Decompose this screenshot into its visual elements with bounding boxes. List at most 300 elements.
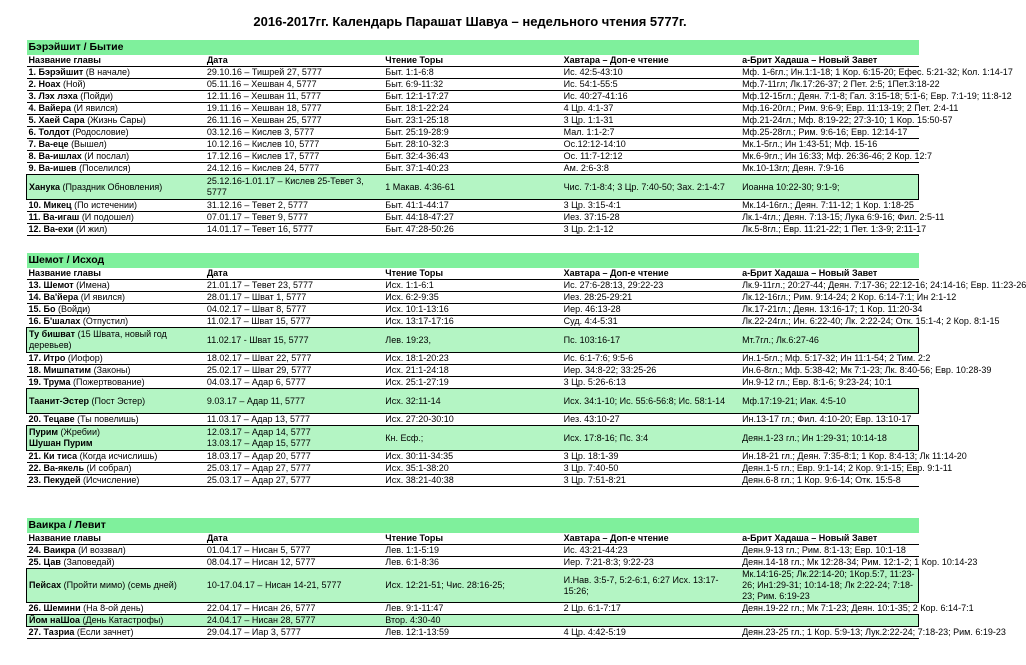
portion-date: 11.02.17 - Шват 15, 5777 xyxy=(205,328,383,353)
portion-number: 14. xyxy=(28,292,44,302)
portion-row xyxy=(27,127,919,139)
haftara-reading: Пс. 103:16-17 xyxy=(562,328,740,353)
holiday-row xyxy=(27,389,919,414)
portion-date: 18.03.17 – Адар 20, 5777 xyxy=(205,451,383,463)
portion-name xyxy=(27,615,205,627)
haftara-reading: 3 Цр. 2:1-12 xyxy=(562,224,740,236)
portion-title: Ваикра xyxy=(43,545,76,555)
portion-translation: (Жизнь Сары) xyxy=(84,115,146,125)
torah-reading: Быт. 6:9-11:32 xyxy=(383,79,561,91)
haftara-reading: Чис. 7:1-8:4; 3 Цр. 7:40-50; Зах. 2:1-4:7 xyxy=(562,175,740,200)
portion-name xyxy=(27,389,205,414)
portion-translation: (Пройти мимо) (семь дней) xyxy=(61,580,177,590)
portion-title: Шемини xyxy=(43,603,81,613)
haftara-reading: 3 Цр. 5:26-6:13 xyxy=(562,377,740,389)
torah-reading: Быт. 47:28-50:26 xyxy=(383,224,561,236)
portion-title: Хаей Сара xyxy=(38,115,85,125)
portion-translation: (И жил) xyxy=(73,224,108,234)
portion-row xyxy=(27,79,919,91)
portion-date: 25.02.17 – Шват 29, 5777 xyxy=(205,365,383,377)
haftara-reading xyxy=(562,615,740,627)
portion-number: 24. xyxy=(28,545,44,555)
portion-title: Бэрэйшит xyxy=(38,67,84,77)
column-header: Хавтара – Доп-е чтение xyxy=(562,268,740,280)
portion-title: Пекудей xyxy=(43,475,81,485)
portion-title: Пейсах xyxy=(29,580,62,590)
portion-date: 04.02.17 – Шват 8, 5777 xyxy=(205,304,383,316)
new-testament-reading: Мк.1-5гл.; Ин 1:43-51; Мф. 15-16 xyxy=(740,139,918,151)
portion-name xyxy=(27,557,205,569)
torah-reading: Быт. 32:4-36:43 xyxy=(383,151,561,163)
column-header-row xyxy=(27,55,919,67)
torah-reading: Исх. 6:2-9:35 xyxy=(383,292,561,304)
new-testament-reading: Лк.1-4гл.; Деян. 7:13-15; Лука 6:9-16; Фил. 2:5-11 xyxy=(742,212,945,222)
torah-reading: Быт. 41:1-44:17 xyxy=(383,200,561,212)
haftara-reading: Ис. 43:21-44:23 xyxy=(562,545,740,557)
new-testament-reading: Ин.9-12 гл.; Евр. 8:1-6; 9:23-24; 10:1 xyxy=(740,377,918,389)
portion-name xyxy=(27,224,205,236)
portion-number: 9. xyxy=(28,163,39,173)
portion-row xyxy=(27,200,919,212)
portion-number: 4. xyxy=(28,103,39,113)
column-header: Хавтара – Доп-е чтение xyxy=(562,533,740,545)
holiday-row xyxy=(27,569,919,603)
portion-number: 23. xyxy=(28,475,44,485)
torah-reading: Исх. 32:11-14 xyxy=(383,389,561,414)
portion-translation: (Ты повелишь) xyxy=(74,414,139,424)
new-testament-reading: Мф.21-24гл.; Мф. 8:19-22; 27:3-10; 1 Кор. 15:50-57 xyxy=(742,115,953,125)
portion-translation: (Иофор) xyxy=(65,353,103,363)
column-header: Хавтара – Доп-е чтение xyxy=(562,55,740,67)
new-testament-reading: Мк.14-16гл.; Деян. 7:11-12; 1 Кор. 1:18-25 xyxy=(740,200,918,212)
portion-name xyxy=(27,414,205,426)
portion-translation: (Пост Эстер) xyxy=(88,395,146,406)
haftara-reading: Иез. 37:15-28 xyxy=(562,212,740,224)
portion-number: 16. xyxy=(28,316,44,326)
portion-title: Мишпатим xyxy=(43,365,92,375)
section-table-leviticus xyxy=(26,518,1006,639)
torah-reading: Втор. 4:30-40 xyxy=(383,615,561,627)
torah-reading: 1 Макав. 4:36-61 xyxy=(383,175,561,200)
new-testament-reading: Ин.13-17 гл.; Фил. 4:10-20; Евр. 13:10-17 xyxy=(740,414,918,426)
portion-date: 11.02.17 – Шват 15, 5777 xyxy=(205,316,383,328)
portion-translation: (И подошел) xyxy=(79,212,134,222)
section-title: Шемот / Исход xyxy=(27,253,919,268)
portion-number: 21. xyxy=(28,451,44,461)
torah-reading: Исх. 30:11-34:35 xyxy=(383,451,561,463)
portion-number: 13. xyxy=(28,280,44,290)
torah-reading: Исх. 25:1-27:19 xyxy=(383,377,561,389)
portion-name xyxy=(27,127,205,139)
portion-date: 29.10.16 – Тишрей 27, 5777 xyxy=(205,67,383,79)
portion-name xyxy=(27,67,205,79)
haftara-reading: Ис. 42:5-43:10 xyxy=(562,67,740,79)
portion-date: 26.11.16 – Хешван 25, 5777 xyxy=(205,115,383,127)
column-header: а-Брит Хадаша – Новый Завет xyxy=(740,533,918,545)
portion-date: 07.01.17 – Тевет 9, 5777 xyxy=(205,212,383,224)
portion-translation: (Исчисление) xyxy=(80,475,140,485)
portion-row xyxy=(27,603,919,615)
portion-translation: (И собрал) xyxy=(84,463,132,473)
portion-row xyxy=(27,115,919,127)
torah-reading: Исх. 18:1-20:23 xyxy=(383,353,561,365)
section-table-genesis xyxy=(26,40,1013,236)
portion-row xyxy=(27,377,919,389)
torah-reading: Исх. 13:17-17:16 xyxy=(383,316,561,328)
portion-translation: (Поселился) xyxy=(76,163,131,173)
portion-name xyxy=(27,377,205,389)
portion-date: 21.01.17 – Тевет 23, 5777 xyxy=(205,280,383,292)
portion-row xyxy=(27,280,919,292)
portion-row xyxy=(27,353,919,365)
portion-translation: (И воззвал) xyxy=(75,545,126,555)
portion-row xyxy=(27,463,919,475)
new-testament-reading: Лк.17-21гл.; Деян. 13:16-17; 1 Кор. 11:20-34 xyxy=(742,304,923,314)
haftara-reading: 2 Цр. 6:1-7:17 xyxy=(562,603,740,615)
portion-title: Ханука xyxy=(29,181,60,192)
portion-number: 11. xyxy=(28,212,44,222)
new-testament-reading: Деян.6-8 гл.; 1 Кор. 9:6-14; Отк. 15:5-8 xyxy=(740,475,918,487)
portion-title: Ва-ехи xyxy=(43,224,74,234)
portion-number: 5. xyxy=(28,115,39,125)
portion-number: 6. xyxy=(28,127,39,137)
column-header: Чтение Торы xyxy=(383,268,561,280)
portion-number: 7. xyxy=(28,139,39,149)
portion-name xyxy=(27,463,205,475)
portion-title: Шемот xyxy=(43,280,74,290)
new-testament-reading: Мф.12-15гл.; Деян. 7:1-8; Гал. 3:15-18; 5:1-6; Евр. 7:1-19; 11:8-12 xyxy=(742,91,1012,101)
new-testament-reading: Мф.7-11гл; Лк.17:26-37; 2 Пет. 2:5; 1Пет.3:18-22 xyxy=(742,79,940,89)
portion-number: 17. xyxy=(28,353,44,363)
new-testament-reading: Мф.16-20гл.; Рим. 9:6-9; Евр. 11:13-19; 2 Пет. 2:4-11 xyxy=(742,103,959,113)
portion-title: Ту бишват xyxy=(29,329,76,339)
haftara-reading: Ис. 40:27-41:16 xyxy=(562,91,740,103)
portion-date: 25.03.17 – Адар 27, 5777 xyxy=(205,463,383,475)
portion-date: 24.04.17 – Нисан 28, 5777 xyxy=(205,615,383,627)
portion-number: 15. xyxy=(28,304,44,314)
column-header: Чтение Торы xyxy=(383,55,561,67)
portion-row xyxy=(27,151,919,163)
new-testament-reading: Лк.5-8гл.; Евр. 11:21-22; 1 Пет. 1:3-9; 2:11-17 xyxy=(742,224,927,234)
portion-row xyxy=(27,316,919,328)
portion-name xyxy=(27,200,205,212)
portion-title: Ва-ишев xyxy=(38,163,77,173)
portion-translation: (По истечении) xyxy=(71,200,138,210)
column-header: Дата xyxy=(205,533,383,545)
portion-row xyxy=(27,224,919,236)
portion-title: Бо xyxy=(43,304,56,314)
portion-title: Йом наШоа xyxy=(29,615,80,625)
portion-translation: (Пойди) xyxy=(77,91,114,101)
portion-date: 12.03.17 – Адар 14, 5777 13.03.17 – Адар 15, 5777 xyxy=(205,426,383,451)
portion-row xyxy=(27,163,919,175)
portion-row xyxy=(27,365,919,377)
torah-reading: Быт. 1:1-6:8 xyxy=(383,67,561,79)
new-testament-reading: Деян.1-5 гл.; Евр. 9:1-14; 2 Кор. 9:1-15; Евр. 9:1-11 xyxy=(742,463,953,473)
new-testament-reading: Иоанна 10:22-30; 9:1-9; xyxy=(740,175,918,200)
portion-number: 19. xyxy=(28,377,44,387)
portion-row xyxy=(27,91,919,103)
haftara-reading: Ис. 27:6-28:13, 29:22-23 xyxy=(562,280,740,292)
torah-reading: Быт. 18:1-22:24 xyxy=(383,103,561,115)
portion-name xyxy=(27,569,205,603)
torah-reading: Лев. 19:23, xyxy=(383,328,561,353)
portion-name xyxy=(27,451,205,463)
torah-reading: Кн. Есф.; xyxy=(383,426,561,451)
section-leviticus-header xyxy=(27,518,919,533)
portion-number: 8. xyxy=(28,151,39,161)
column-header: Дата xyxy=(205,55,383,67)
portion-row xyxy=(27,67,919,79)
portion-number: 20. xyxy=(28,414,44,424)
haftara-reading: Суд. 4:4-5:31 xyxy=(562,316,740,328)
portion-translation: (Отпустил) xyxy=(80,316,129,326)
portion-title: Тазриа xyxy=(43,627,75,637)
torah-reading: Лев. 1:1-5:19 xyxy=(383,545,561,557)
portion-translation: (На 8-ой день) xyxy=(80,603,144,613)
haftara-reading: Иер. 34:8-22; 33:25-26 xyxy=(562,365,740,377)
haftara-reading: Иез. 28:25-29:21 xyxy=(562,292,740,304)
portion-title: Трума xyxy=(43,377,71,387)
portion-name xyxy=(27,115,205,127)
portion-name xyxy=(27,627,205,639)
portion-title: Лэх лэха xyxy=(38,91,78,101)
new-testament-reading: Мф.17:19-21; Иак. 4:5-10 xyxy=(740,389,918,414)
portion-translation: (15 Швата, новый год деревьев) xyxy=(29,329,167,350)
new-testament-reading: Ин.1-5гл.; Мф. 5:17-32; Ин 11:1-54; 2 Тим. 2:2 xyxy=(742,353,931,363)
portion-name xyxy=(27,365,205,377)
new-testament-reading: Мк.6-9гл.; Ин 16:33; Мф. 26:36-46; 2 Кор. 12:7 xyxy=(742,151,933,161)
portion-title: Пурим xyxy=(29,427,59,437)
portion-row xyxy=(27,292,919,304)
column-header: Чтение Торы xyxy=(383,533,561,545)
portion-number: 22. xyxy=(28,463,44,473)
portion-row xyxy=(27,475,919,487)
torah-reading: Исх. 35:1-38:20 xyxy=(383,463,561,475)
portion-date: 18.02.17 – Шват 22, 5777 xyxy=(205,353,383,365)
haftara-reading: Иер. 46:13-28 xyxy=(562,304,740,316)
portion-title: Таанит-Эстер xyxy=(29,395,89,406)
portion-translation: (И явился) xyxy=(71,103,118,113)
torah-reading: Исх. 38:21-40:38 xyxy=(383,475,561,487)
haftara-reading: 3 Цр. 1:1-31 xyxy=(562,115,740,127)
column-header: Название главы xyxy=(27,55,205,67)
portion-title: Б'шалах xyxy=(43,316,81,326)
section-exodus-header xyxy=(27,253,919,268)
portion-number: 10. xyxy=(28,200,44,210)
column-header-row xyxy=(27,533,919,545)
new-testament-reading: Деян.19-22 гл.; Мк 7:1-23; Деян. 10:1-35; 2 Кор. 6:14-7:1 xyxy=(742,603,974,613)
torah-reading: Быт. 37:1-40:23 xyxy=(383,163,561,175)
torah-reading: Быт. 23:1-25:18 xyxy=(383,115,561,127)
portion-date: 14.01.17 – Тевет 16, 5777 xyxy=(205,224,383,236)
portion-name xyxy=(27,280,205,292)
portion-date: 24.12.16 – Кислев 24, 5777 xyxy=(205,163,383,175)
haftara-reading: И.Нав. 3:5-7, 5:2-6:1, 6:27 Исх. 13:17-15:26; xyxy=(562,569,740,603)
haftara-reading: Исх. 34:1-10; Ис. 55:6-56:8; Ис. 58:1-14 xyxy=(562,389,740,414)
portion-date: 9.03.17 – Адар 11, 5777 xyxy=(205,389,383,414)
torah-reading: Быт. 44:18-47:27 xyxy=(383,212,561,224)
holiday-row xyxy=(27,615,919,627)
portion-row xyxy=(27,557,919,569)
portion-name xyxy=(27,316,205,328)
portion-name xyxy=(27,139,205,151)
portion-number: 26. xyxy=(28,603,44,613)
portion-translation: (Жребии) xyxy=(58,427,100,437)
section-title: Ваикра / Левит xyxy=(27,518,919,533)
portion-translation: (Если зачнет) xyxy=(74,627,134,637)
torah-reading: Быт. 25:19-28:9 xyxy=(383,127,561,139)
portion-number: 1. xyxy=(28,67,39,77)
portion-date: 11.03.17 – Адар 13, 5777 xyxy=(205,414,383,426)
portion-translation: (Праздник Обновления) xyxy=(59,181,163,192)
portion-title: Ва-якель xyxy=(43,463,85,473)
haftara-reading: Иез. 43:10-27 xyxy=(562,414,740,426)
haftara-reading: 3 Цр. 3:15-4:1 xyxy=(562,200,740,212)
portion-name xyxy=(27,175,205,200)
torah-reading: Исх. 12:21-51; Чис. 28:16-25; xyxy=(383,569,561,603)
portion-translation: (И явился) xyxy=(78,292,125,302)
new-testament-reading xyxy=(740,615,918,627)
portion-name xyxy=(27,304,205,316)
portion-title: Итро xyxy=(43,353,66,363)
portion-row xyxy=(27,103,919,115)
portion-name xyxy=(27,151,205,163)
new-testament-reading: Ин.18-21 гл.; Деян. 7:35-8:1; 1 Кор. 8:4-13; Лк 11:14-20 xyxy=(742,451,967,461)
new-testament-reading: Мк.14:16-25; Лк.22:14-20; 1Кор.5:7, 11:23-26; Ин1:29-31; 10:14-18; Лк 2:22-24; 7:18-23; Рим. 6:19-23 xyxy=(740,569,918,603)
torah-reading: Быт. 28:10-32:3 xyxy=(383,139,561,151)
portion-row xyxy=(27,139,919,151)
portion-date: 19.11.16 – Хешван 18, 5777 xyxy=(205,103,383,115)
portion-number: 27. xyxy=(28,627,44,637)
new-testament-reading: Лк.12-16гл.; Рим. 9:14-24; 2 Кор. 6:14-7:1; Ин 2:1-12 xyxy=(742,292,957,302)
portion-row xyxy=(27,451,919,463)
haftara-reading: 4 Цр. 4:42-5:19 xyxy=(562,627,740,639)
portion-number: 2. xyxy=(28,79,39,89)
torah-reading: Исх. 21:1-24:18 xyxy=(383,365,561,377)
portion-translation: (Вышел) xyxy=(68,139,107,149)
holiday-row xyxy=(27,175,919,200)
portion-row xyxy=(27,414,919,426)
portion-row xyxy=(27,212,919,224)
portion-title: Толдот xyxy=(38,127,70,137)
portion-translation: (Заповедай) xyxy=(60,557,115,567)
portion-title: Ноах xyxy=(38,79,61,89)
haftara-reading: Исх. 17:8-16; Пс. 3:4 xyxy=(562,426,740,451)
portion-name xyxy=(27,475,205,487)
portion-translation: (И послал) xyxy=(81,151,130,161)
new-testament-reading: Мф.25-28гл.; Рим. 9:6-16; Евр. 12:14-17 xyxy=(740,127,918,139)
portion-date: 10-17.04.17 – Нисан 14-21, 5777 xyxy=(205,569,383,603)
portion-translation: (Ной) xyxy=(60,79,86,89)
new-testament-reading: Деян.1-23 гл.; Ин 1:29-31; 10:14-18 xyxy=(740,426,918,451)
section-table-exodus xyxy=(26,253,1026,487)
page-title: 2016-2017гг. Календарь Парашат Шавуа – недельного чтения 5777г. xyxy=(253,14,687,29)
new-testament-reading: Деян.14-18 гл.; Мк 12:28-34; Рим. 12:1-2; 1 Кор. 10:14-23 xyxy=(742,557,978,567)
portion-title: Ки тиса xyxy=(43,451,78,461)
torah-reading: Быт. 12:1-17:27 xyxy=(383,91,561,103)
portion-translation: (В начале) xyxy=(83,67,131,77)
portion-date: 01.04.17 – Нисан 5, 5777 xyxy=(205,545,383,557)
portion-name xyxy=(27,426,205,451)
haftara-reading: Ам. 2:6-3:8 xyxy=(562,163,740,175)
haftara-reading: Ос. 11:7-12:12 xyxy=(562,151,740,163)
portion-date: 08.04.17 – Нисан 12, 5777 xyxy=(205,557,383,569)
haftara-reading: Мал. 1:1-2:7 xyxy=(562,127,740,139)
portion-translation: (Пожертвование) xyxy=(70,377,145,387)
haftara-reading: 3 Цр. 7:51-8:21 xyxy=(562,475,740,487)
haftara-reading: Ис. 54:1-55:5 xyxy=(562,79,740,91)
portion-title-2: Шушан Пурим xyxy=(29,438,93,448)
portion-number: 18. xyxy=(28,365,44,375)
portion-translation: (День Катастрофы) xyxy=(80,615,164,625)
torah-reading: Исх. 1:1-6:1 xyxy=(383,280,561,292)
holiday-row xyxy=(27,328,919,353)
portion-number: 3. xyxy=(28,91,39,101)
portion-title: Ва'йера xyxy=(43,292,79,302)
column-header-row xyxy=(27,268,919,280)
portion-name xyxy=(27,163,205,175)
portion-row xyxy=(27,304,919,316)
portion-date: 04.03.17 – Адар 6, 5777 xyxy=(205,377,383,389)
portion-name xyxy=(27,212,205,224)
haftara-reading: 4 Цр. 4:1-37 xyxy=(562,103,740,115)
portion-title: Ва-игаш xyxy=(43,212,80,222)
portion-number: 25. xyxy=(28,557,44,567)
new-testament-reading: Мк.10-13гл; Деян. 7:9-16 xyxy=(740,163,918,175)
haftara-reading: Иер. 7:21-8:3; 9:22-23 xyxy=(562,557,740,569)
portion-name xyxy=(27,91,205,103)
portion-date: 28.01.17 – Шват 1, 5777 xyxy=(205,292,383,304)
portion-date: 29.04.17 – Иар 3, 5777 xyxy=(205,627,383,639)
torah-reading: Лев. 9:1-11:47 xyxy=(383,603,561,615)
haftara-reading: 3 Цр. 18:1-39 xyxy=(562,451,740,463)
portion-date: 10.12.16 – Кислев 10, 5777 xyxy=(205,139,383,151)
column-header: Название главы xyxy=(27,533,205,545)
portion-title: Микец xyxy=(43,200,72,210)
torah-reading: Исх. 27:20-30:10 xyxy=(383,414,561,426)
torah-reading: Лев. 6:1-8:36 xyxy=(383,557,561,569)
portion-translation: (Законы) xyxy=(91,365,131,375)
portion-name xyxy=(27,353,205,365)
new-testament-reading: Деян.9-13 гл.; Рим. 8:1-13; Евр. 10:1-18 xyxy=(740,545,918,557)
portion-title: Цав xyxy=(43,557,61,567)
portion-translation: (Войди) xyxy=(55,304,91,314)
new-testament-reading: Деян.23-25 гл.; 1 Кор. 5:9-13; Лук.2:22-24; 7:18-23; Рим. 6:19-23 xyxy=(742,627,1006,637)
section-genesis-header xyxy=(27,40,919,55)
column-header: Дата xyxy=(205,268,383,280)
portion-date: 03.12.16 – Кислев 3, 5777 xyxy=(205,127,383,139)
portion-date: 12.11.16 – Хешван 11, 5777 xyxy=(205,91,383,103)
portion-title: Ва-ишлах xyxy=(38,151,82,161)
portion-name xyxy=(27,328,205,353)
column-header: а-Брит Хадаша – Новый Завет xyxy=(740,55,918,67)
portion-name xyxy=(27,292,205,304)
portion-number: 12. xyxy=(28,224,44,234)
new-testament-reading: Мф. 1-6гл.; Ин.1:1-18; 1 Кор. 6:15-20; Ефес. 5:21-32; Кол. 1:14-17 xyxy=(742,67,1013,77)
portion-date: 22.04.17 – Нисан 26, 5777 xyxy=(205,603,383,615)
torah-reading: Исх. 10:1-13:16 xyxy=(383,304,561,316)
column-header: а-Брит Хадаша – Новый Завет xyxy=(740,268,918,280)
portion-row xyxy=(27,545,919,557)
haftara-reading: Ос.12:12-14:10 xyxy=(562,139,740,151)
portion-title: Тецаве xyxy=(43,414,75,424)
torah-reading: Лев. 12:1-13:59 xyxy=(383,627,561,639)
portion-date: 05.11.16 – Хешван 4, 5777 xyxy=(205,79,383,91)
portion-name xyxy=(27,103,205,115)
portion-title: Вайера xyxy=(38,103,72,113)
portion-row xyxy=(27,627,919,639)
